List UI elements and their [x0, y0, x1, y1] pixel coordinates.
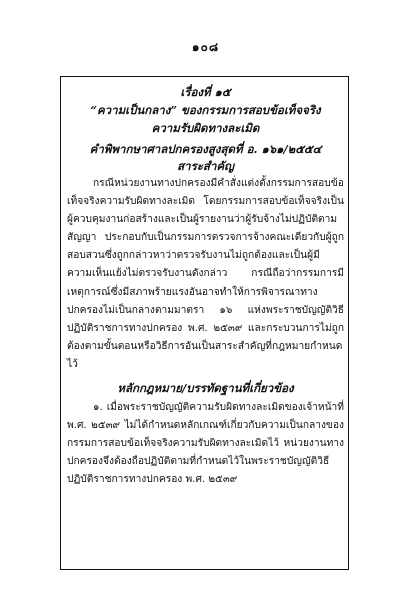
- case-title: [67, 83, 344, 137]
- case-title-line-1: เรื่องที่ ๑๕: [180, 85, 231, 99]
- case-title-line-2: “ความเป็นกลาง” ของกรรมการสอบข้อเท็จจริง: [90, 103, 321, 117]
- summary-heading: สาระสำคัญ: [177, 159, 234, 173]
- law-heading: หลักกฎหมาย/บรรทัดฐานที่เกี่ยวข้อง: [117, 381, 294, 396]
- case-number: คำพิพากษาศาลปกครองสูงสุดที่ อ. ๑๖๑/๒๕๕๔: [89, 142, 322, 156]
- summary-paragraph: [67, 175, 344, 374]
- page-number: ๑๐๘: [191, 40, 220, 54]
- case-summary-box: [60, 76, 349, 570]
- summary-text: กรณีหน่วยงานทางปกครองมีคำสั่งแต่งตั้งกรรมการสอบข้อเท็จจริงความรับผิดทางละเมิด โดยกรรมการสอบข้อเท็จจริงเป็นผู้ควบคุมงานก่อสร้างและเป็นผู้รายงานว่าผู้รับจ้างไม่ปฏิบัติตามสัญญา ประกอบกับเป็นกรรมการตรวจการจ้างคณะเดียวกับผู้ถูกสอบสวนซึ่งถูกกล่าวหาว่าตรวจรับงานไม่ถูกต้องและเป็นผู้มีความเห็นแย้งไม่ตรวจรับงานดังกล่าว กรณีถือว่ากรรมการมีเหตุการณ์ซึ่งมีสภาพร้ายแรงอันอาจทำให้การพิจารณาทางปกครองไม่เป็นกลางตามมาตรา ๑๖ แห่งพระราชบัญญัติวิธีปฏิบัติราชการทางปกครอง พ.ศ. ๒๕๓๙ และกระบวนการไม่ถูกต้องตามขั้นตอนหรือวิธีการอันเป็นสาระสำคัญที่กฎหมายกำหนดไว้: [67, 178, 344, 370]
- law-paragraph: [67, 399, 344, 489]
- case-title-line-3: ความรับผิดทางละเมิด: [151, 121, 260, 135]
- law-text: ๑. เมื่อพระราชบัญญัติความรับผิดทางละเมิดของเจ้าหน้าที่ พ.ศ. ๒๕๓๙ ไม่ได้กำหนดหลักเกณฑ์เกี่ยวกับความเป็นกลางของกรรมการสอบข้อเท็จจริงความรับผิดทางละเมิดไว้ หน่วยงานทางปกครองจึงต้องถือปฏิบัติตามที่กำหนดไว้ในพระราชบัญญัติวิธีปฏิบัติราชการทางปกครอง พ.ศ. ๒๕๓๙: [67, 402, 344, 486]
